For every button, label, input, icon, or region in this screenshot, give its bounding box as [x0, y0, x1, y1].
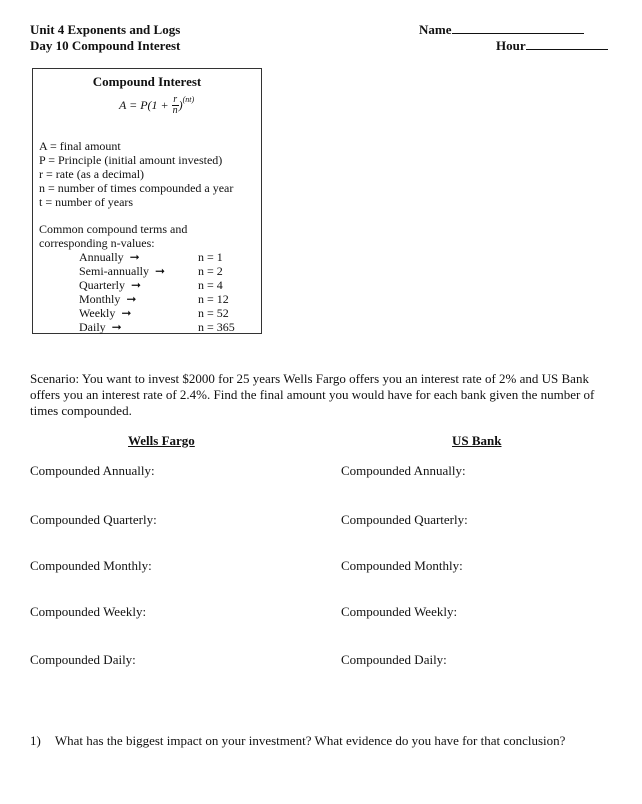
definition-r: r = rate (as a decimal): [39, 167, 145, 181]
formula-denominator: n: [172, 105, 178, 116]
definition-t: t = number of years: [39, 195, 134, 209]
term-label: Monthly: [79, 292, 121, 306]
term-label: Weekly: [79, 306, 116, 320]
question-1: [30, 733, 565, 749]
term-n-value: n = 52: [198, 306, 229, 320]
term-row: [79, 320, 249, 334]
wells-fargo-heading: Wells Fargo: [128, 433, 195, 448]
arrow-icon: ➞: [121, 306, 132, 320]
us-bank-row: Compounded Weekly:: [341, 604, 458, 619]
us-bank-row: Compounded Daily:: [341, 652, 447, 667]
us-bank-row: Compounded Quarterly:: [341, 512, 468, 527]
term-n-value: n = 4: [198, 278, 223, 292]
wells-fargo-row: Compounded Weekly:: [30, 604, 147, 619]
term-row: [79, 264, 249, 278]
term-label-group: [79, 250, 140, 265]
definition-n: n = number of times compounded a year: [39, 181, 234, 195]
term-n-value: n = 365: [198, 320, 235, 334]
term-n-value: n = 1: [198, 250, 223, 264]
terms-intro-2: corresponding n-values:: [39, 236, 155, 250]
compound-formula: [119, 95, 194, 116]
name-field[interactable]: [419, 22, 584, 38]
arrow-icon: ➞: [129, 250, 140, 264]
formula-fraction: [172, 95, 179, 116]
formula-numerator: r: [173, 94, 178, 105]
unit-title: Unit 4 Exponents and Logs: [30, 22, 181, 37]
term-label: Daily: [79, 320, 106, 334]
arrow-icon: ➞: [111, 320, 122, 334]
box-title: Compound Interest: [92, 74, 202, 89]
arrow-icon: ➞: [130, 278, 142, 292]
name-label: Name: [419, 22, 452, 37]
definition-p: P = Principle (initial amount invested): [39, 153, 223, 167]
question-text: What has the biggest impact on your investment? What evidence do you have for that conclusion?: [54, 733, 566, 748]
term-label: Quarterly: [79, 278, 125, 292]
us-bank-row: Compounded Annually:: [341, 463, 466, 478]
term-n-value: n = 12: [198, 292, 229, 306]
wells-fargo-row: Compounded Monthly:: [30, 558, 152, 573]
term-label: Annually: [79, 250, 124, 264]
formula-close: ): [178, 98, 183, 112]
name-blank[interactable]: [452, 22, 584, 34]
hour-field[interactable]: [496, 38, 608, 54]
arrow-icon: ➞: [154, 264, 166, 278]
term-row: [79, 278, 249, 292]
question-number: 1): [30, 733, 41, 748]
wells-fargo-row: Compounded Daily:: [30, 652, 136, 667]
us-bank-row: Compounded Monthly:: [341, 558, 463, 573]
term-label-group: [79, 292, 136, 307]
day-title: Day 10 Compound Interest: [30, 38, 181, 53]
term-n-value: n = 2: [198, 264, 223, 278]
terms-intro-1: Common compound terms and: [39, 222, 188, 236]
definition-a: A = final amount: [39, 139, 121, 153]
wells-fargo-row: Compounded Annually:: [30, 463, 155, 478]
formula-exponent: (nt): [182, 95, 195, 104]
term-label-group: [79, 320, 122, 335]
scenario-text: Scenario: You want to invest $2000 for 25 years Wells Fargo offers you an interest rate of 2% and US Bank offers you an interest rate of 2.4%. Find the final amount you would have for each bank given the number of times compounded.: [30, 371, 595, 418]
term-label: Semi-annually: [79, 264, 149, 278]
us-bank-heading: US Bank: [452, 433, 502, 448]
formula-lhs: A = P(1 +: [119, 98, 172, 112]
formula-box: [32, 68, 262, 334]
term-label-group: [79, 264, 165, 279]
hour-label: Hour: [496, 38, 526, 53]
hour-blank[interactable]: [526, 38, 608, 50]
term-row: [79, 292, 249, 306]
term-label-group: [79, 278, 141, 293]
wells-fargo-row: Compounded Quarterly:: [30, 512, 157, 527]
term-label-group: [79, 306, 131, 321]
arrow-icon: ➞: [126, 292, 137, 306]
term-row: [79, 250, 249, 264]
term-row: [79, 306, 249, 320]
